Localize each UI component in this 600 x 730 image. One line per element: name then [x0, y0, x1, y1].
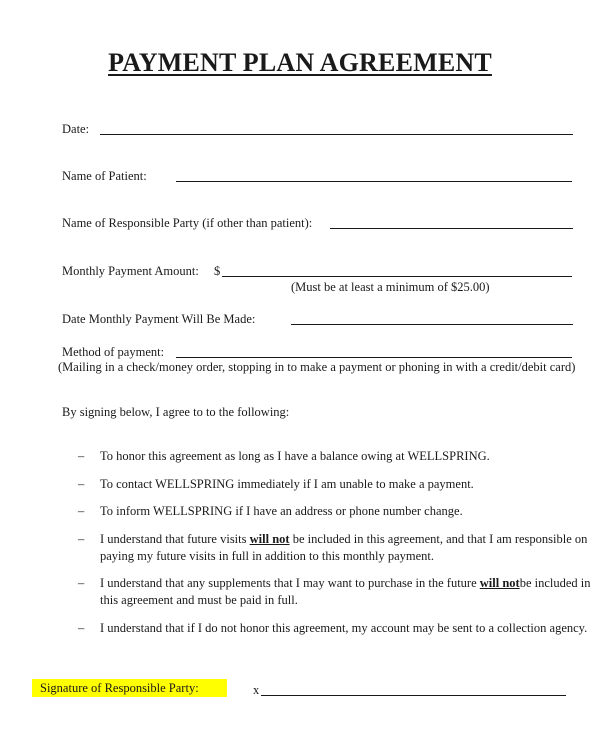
date-label: Date:: [62, 122, 90, 136]
patient-name-label: Name of Patient:: [62, 169, 147, 183]
dash-bullet: –: [78, 620, 85, 635]
document-title: PAYMENT PLAN AGREEMENT: [108, 48, 492, 77]
patient-name-line[interactable]: [176, 181, 572, 182]
date-line[interactable]: [100, 134, 573, 135]
dash-bullet: –: [78, 531, 85, 546]
payment-date-label: Date Monthly Payment Will Be Made:: [62, 312, 256, 326]
list-item: [62, 531, 592, 565]
dash-bullet: –: [78, 449, 85, 463]
signature-x-mark: x: [253, 683, 260, 697]
term-text-post: be included in this agreement and must be paid in full.: [100, 576, 591, 607]
list-item: [62, 448, 592, 465]
payment-date-line[interactable]: [291, 324, 573, 325]
monthly-amount-line[interactable]: [222, 276, 572, 277]
signature-line[interactable]: [261, 695, 566, 696]
list-item: [62, 503, 592, 520]
term-text: To contact WELLSPRING immediately if I am unable to make a payment.: [100, 476, 474, 491]
payment-method-note: (Mailing in a check/money order, stopping in to make a payment or phoning in with a credit/debit card): [58, 360, 576, 374]
term-text: I understand that if I do not honor this agreement, my account may be sent to a collection agency.: [100, 620, 588, 635]
term-text-post: be included in this agreement, and that I am responsible on paying my future visits in full in addition to this monthly payment.: [100, 531, 588, 563]
minimum-amount-note: (Must be at least a minimum of $25.00): [291, 280, 490, 294]
term-text: To honor this agreement as long as I have a balance owing at WELLSPRING.: [100, 449, 490, 463]
term-emphasis: will not: [479, 576, 520, 590]
dash-bullet: –: [78, 576, 85, 590]
signature-label: [32, 681, 227, 696]
agreement-intro: By signing below, I agree to to the following:: [62, 405, 290, 419]
signature-label-text: Signature of Responsible Party:: [32, 679, 227, 697]
dash-bullet: –: [78, 476, 85, 491]
term-text-pre: I understand that future visits: [100, 531, 250, 546]
term-text: To inform WELLSPRING if I have an address or phone number change.: [100, 504, 463, 518]
dollar-sign: $: [214, 264, 221, 278]
dash-bullet: –: [78, 504, 85, 518]
monthly-amount-label: Monthly Payment Amount:: [62, 264, 199, 278]
list-item: [62, 575, 592, 609]
term-text-pre: I understand that any supplements that I may want to purchase in the future: [100, 576, 480, 590]
payment-method-line[interactable]: [176, 357, 572, 358]
list-item: [62, 476, 592, 493]
list-item: [62, 620, 592, 637]
agreement-terms-list: [62, 448, 592, 647]
payment-method-label: Method of payment:: [62, 345, 165, 359]
responsible-party-line[interactable]: [330, 228, 573, 229]
responsible-party-label: Name of Responsible Party (if other than patient):: [62, 216, 313, 230]
term-emphasis: will not: [249, 531, 290, 546]
